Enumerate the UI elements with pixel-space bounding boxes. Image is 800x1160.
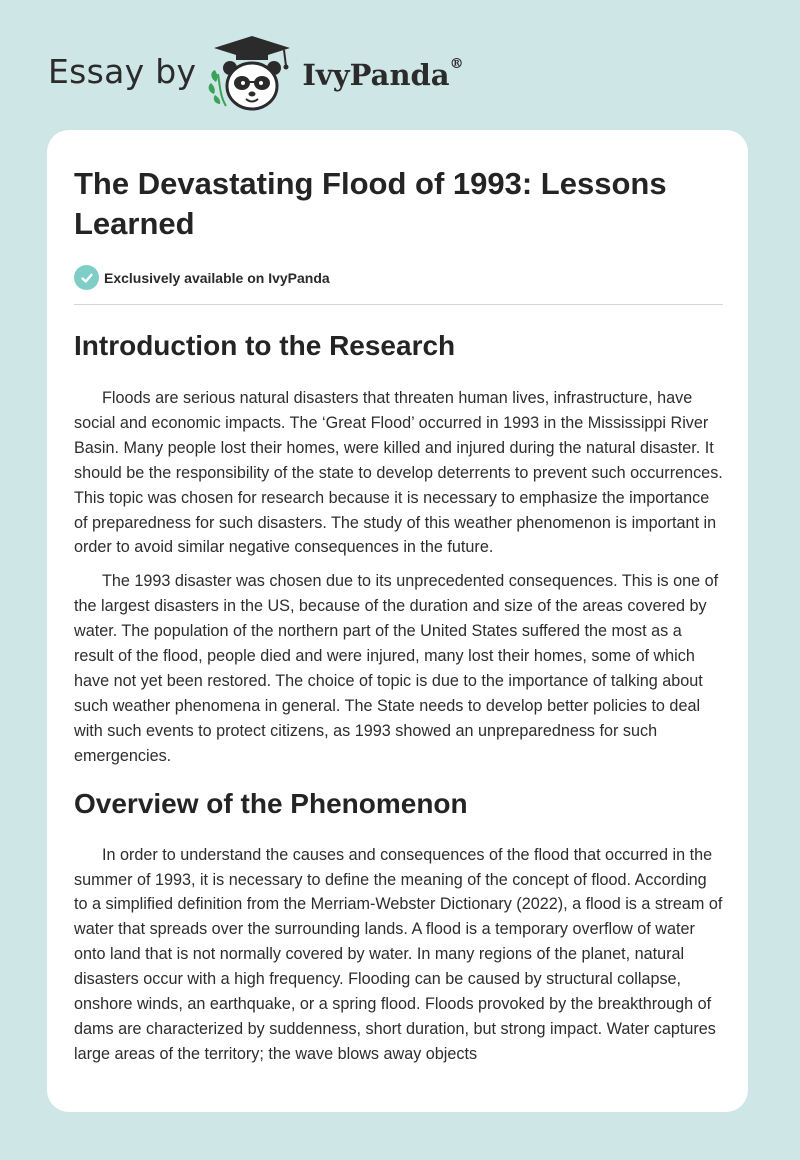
- brand-text: IvyPanda: [302, 58, 450, 92]
- section-heading: Overview of the Phenomenon: [74, 787, 468, 819]
- checkmark-icon: [74, 265, 99, 290]
- paragraph: Floods are serious natural disasters that threaten human lives, infrastructure, have social and economic impacts. The ‘Great Flood’ occurred in 1993 in the Mississippi River Basin. Many people lost their homes, were killed and injured during the natural disaster. It should be the responsibility of the state to develop deterrents to prevent such occurrences. This topic was chosen for research because it is necessary to emphasize the importance of preparedness for such disasters. The study of this weather phenomenon is important in order to avoid similar negative consequences in the future.: [74, 389, 723, 557]
- brand-name: [302, 58, 463, 92]
- site-header: [48, 34, 464, 114]
- divider: [74, 304, 723, 305]
- essay-card: [47, 130, 748, 1112]
- exclusive-badge: [74, 265, 722, 290]
- section-heading: Introduction to the Research: [74, 330, 456, 361]
- paragraph: In order to understand the causes and consequences of the flood that occurred in the summer of 1993, it is necessary to define the meaning of the concept of flood. According to a simplified definition from the Merriam-Webster Dictionary (2022), a flood is a stream of water that spreads over the surrounding lands. A flood is a temporary overflow of water onto land that is not normally covered by water. In many regions of the planet, natural disasters occur with a high frequency. Flooding can be caused by structural collapse, onshore winds, an earthquake, or a spring flood. Floods provoked by the breakthrough of dams are characterized by suddenness, short duration, but strong impact. Water captures large areas of the territory; the wave blows away objects: [74, 845, 723, 1063]
- registered-mark: ®: [449, 56, 464, 72]
- essay-title: The Devastating Flood of 1993: Lessons Learned: [74, 166, 667, 241]
- essay-by-label: Essay by: [48, 51, 197, 91]
- paragraph: The 1993 disaster was chosen due to its unprecedented consequences. This is one of the largest disasters in the US, because of the duration and size of the areas covered by water. The population of the northern part of the United States suffered the most as a result of the flood, people died and were injured, many lost their homes, some of which have not yet been restored. The choice of topic is due to the importance of talking about such weather phenomena in general. The State needs to develop better policies to deal with such events to protect citizens, as 1993 showed an unpreparedness for such emergencies.: [74, 572, 719, 765]
- exclusive-label: Exclusively available on IvyPanda: [104, 269, 330, 286]
- panda-graduate-icon: [206, 34, 298, 114]
- ivypanda-logo[interactable]: [206, 34, 463, 114]
